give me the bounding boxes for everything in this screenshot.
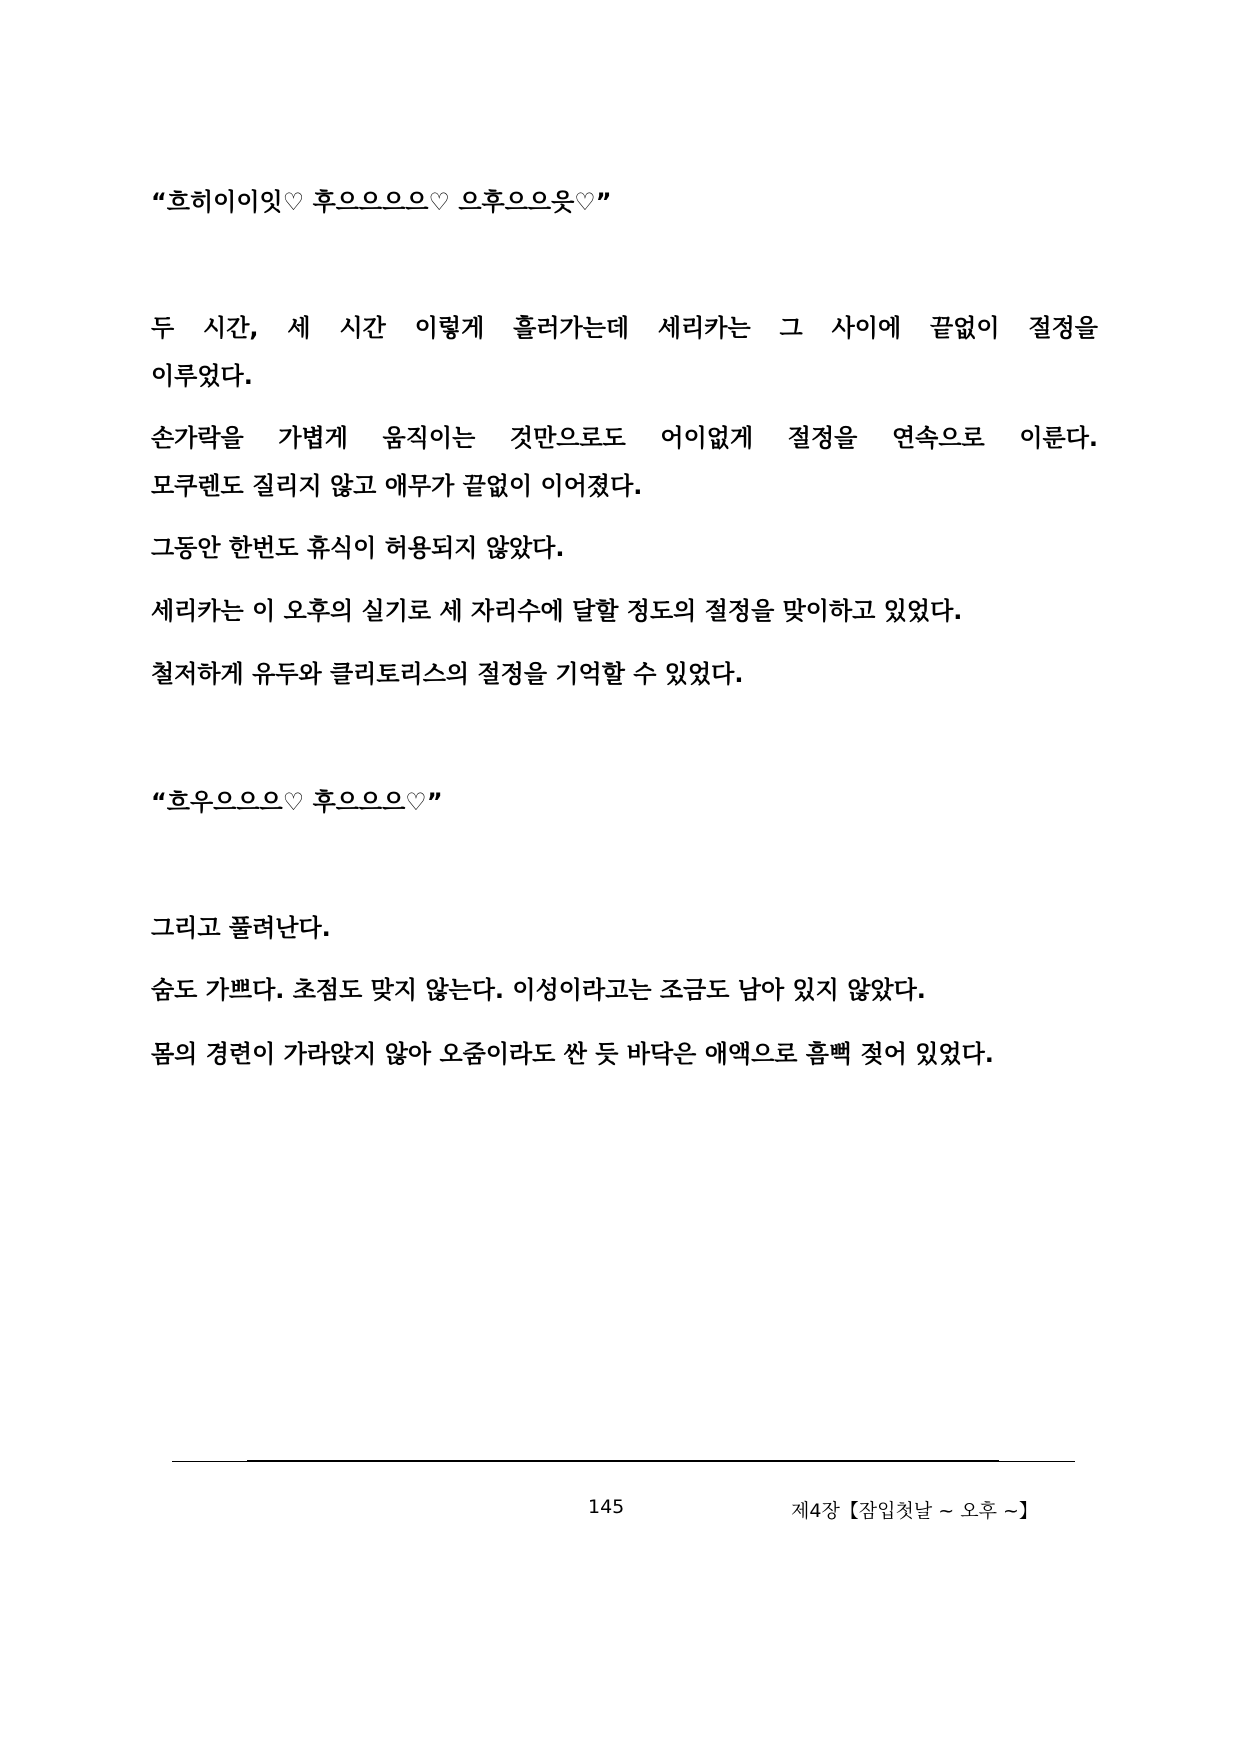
paragraph-line: 이루었다.: [151, 362, 253, 390]
paragraph-line: 두 시간, 세 시간 이렇게 흘러가는데 세리카는 그 사이에 끝없이 절정을: [151, 314, 1098, 342]
page-number: 145: [588, 1496, 625, 1518]
paragraph-line: 그동안 한번도 휴식이 허용되지 않았다.: [151, 534, 565, 562]
paragraph-line: 철저하게 유두와 클리토리스의 절정을 기억할 수 있었다.: [151, 660, 744, 688]
paragraph-line: 세리카는 이 오후의 실기로 세 자리수에 달할 정도의 절정을 맞이하고 있었다.: [151, 597, 963, 625]
chapter-title: 제4장【잠입첫날 ~ 오후 ~】: [791, 1500, 1038, 1522]
dialogue-line: “흐우으으으♡ 후으으으♡”: [151, 788, 443, 816]
paragraph-line: 그리고 풀려난다.: [151, 914, 331, 942]
footer-divider-accent: [247, 1460, 999, 1462]
paragraph-line: 모쿠렌도 질리지 않고 애무가 끝없이 이어졌다.: [151, 472, 643, 500]
paragraph-line: 손가락을 가볍게 움직이는 것만으로도 어이없게 절정을 연속으로 이룬다.: [151, 424, 1098, 452]
paragraph-line: 몸의 경련이 가라앉지 않아 오줌이라도 싼 듯 바닥은 애액으로 흠뻑 젖어 있었다.: [151, 1040, 994, 1068]
dialogue-line: “흐히이이잇♡ 후으으으으♡ 으후으으읏♡”: [151, 188, 612, 216]
paragraph-line: 숨도 가쁘다. 초점도 맞지 않는다. 이성이라고는 조금도 남아 있지 않았다.: [151, 976, 926, 1004]
